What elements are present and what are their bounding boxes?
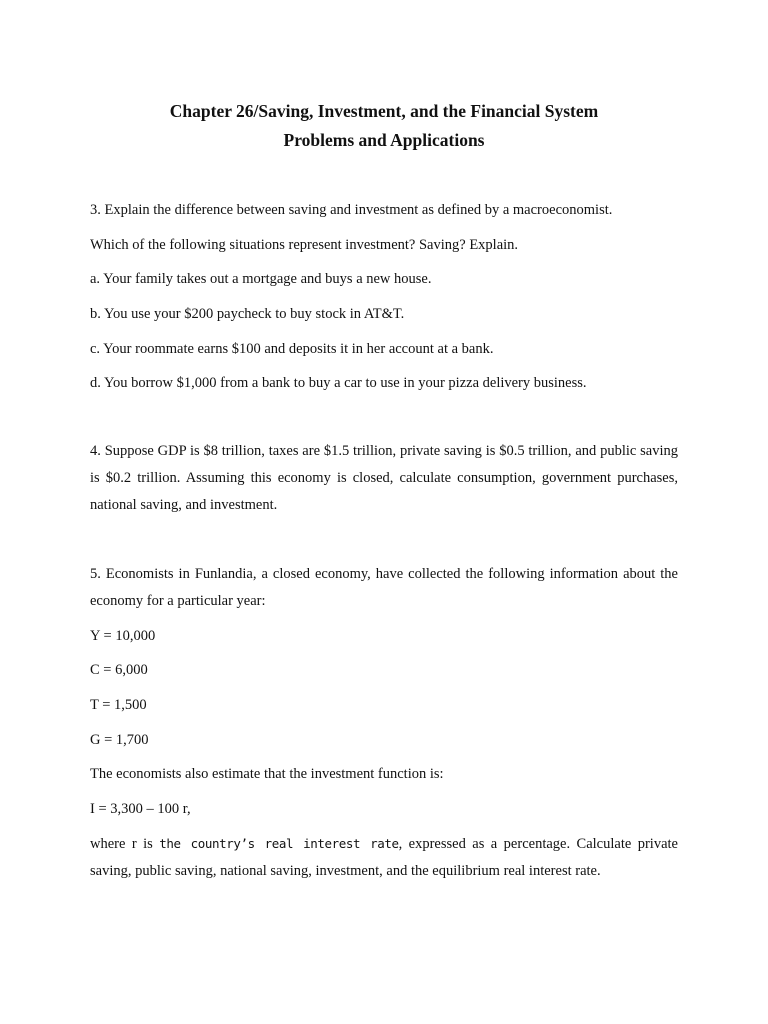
problem-3-item-d: d. You borrow $1,000 from a bank to buy a car to use in your pizza delivery business.	[90, 375, 587, 391]
closing-text-start: where r is	[90, 836, 160, 852]
closing-text-end: , expressed as a percentage. Calculate private saving, public saving, national saving, investment, and the equilibrium real interest rate.	[90, 836, 678, 879]
problem-5-intro: 5. Economists in Funlandia, a closed economy, have collected the following information about the economy for a particular year:	[90, 566, 678, 609]
equation-g: G = 1,700	[90, 732, 149, 748]
problem-3-item-b: b. You use your $200 paycheck to buy stock in AT&T.	[90, 306, 405, 322]
problem-3-item-c: c. Your roommate earns $100 and deposits it in her account at a bank.	[90, 341, 494, 357]
problem-3-question: Which of the following situations represent investment? Saving? Explain.	[90, 237, 519, 253]
problem-3-prompt: 3. Explain the difference between saving and investment as defined by a macroeconomist.	[90, 202, 613, 218]
chapter-title: Chapter 26/Saving, Investment, and the Financial System	[169, 101, 599, 121]
problem-5-closing	[90, 830, 678, 885]
investment-function: I = 3,300 – 100 r,	[90, 801, 191, 817]
investment-function-intro: The economists also estimate that the investment function is:	[90, 766, 444, 782]
closing-text-mono: the country’s real interest rate	[159, 836, 399, 851]
problem-4-text: 4. Suppose GDP is $8 trillion, taxes are $1.5 trillion, private saving is $0.5 trillion, and public saving is $0.2 trillion. Assuming this economy is closed, calculate consumption, government purchases, national saving, and investment.	[90, 443, 678, 513]
equation-t: T = 1,500	[90, 697, 147, 713]
equation-y: Y = 10,000	[90, 628, 156, 644]
equation-c: C = 6,000	[90, 662, 148, 678]
section-subtitle: Problems and Applications	[283, 130, 485, 150]
problem-3-item-a: a. Your family takes out a mortgage and buys a new house.	[90, 271, 432, 287]
